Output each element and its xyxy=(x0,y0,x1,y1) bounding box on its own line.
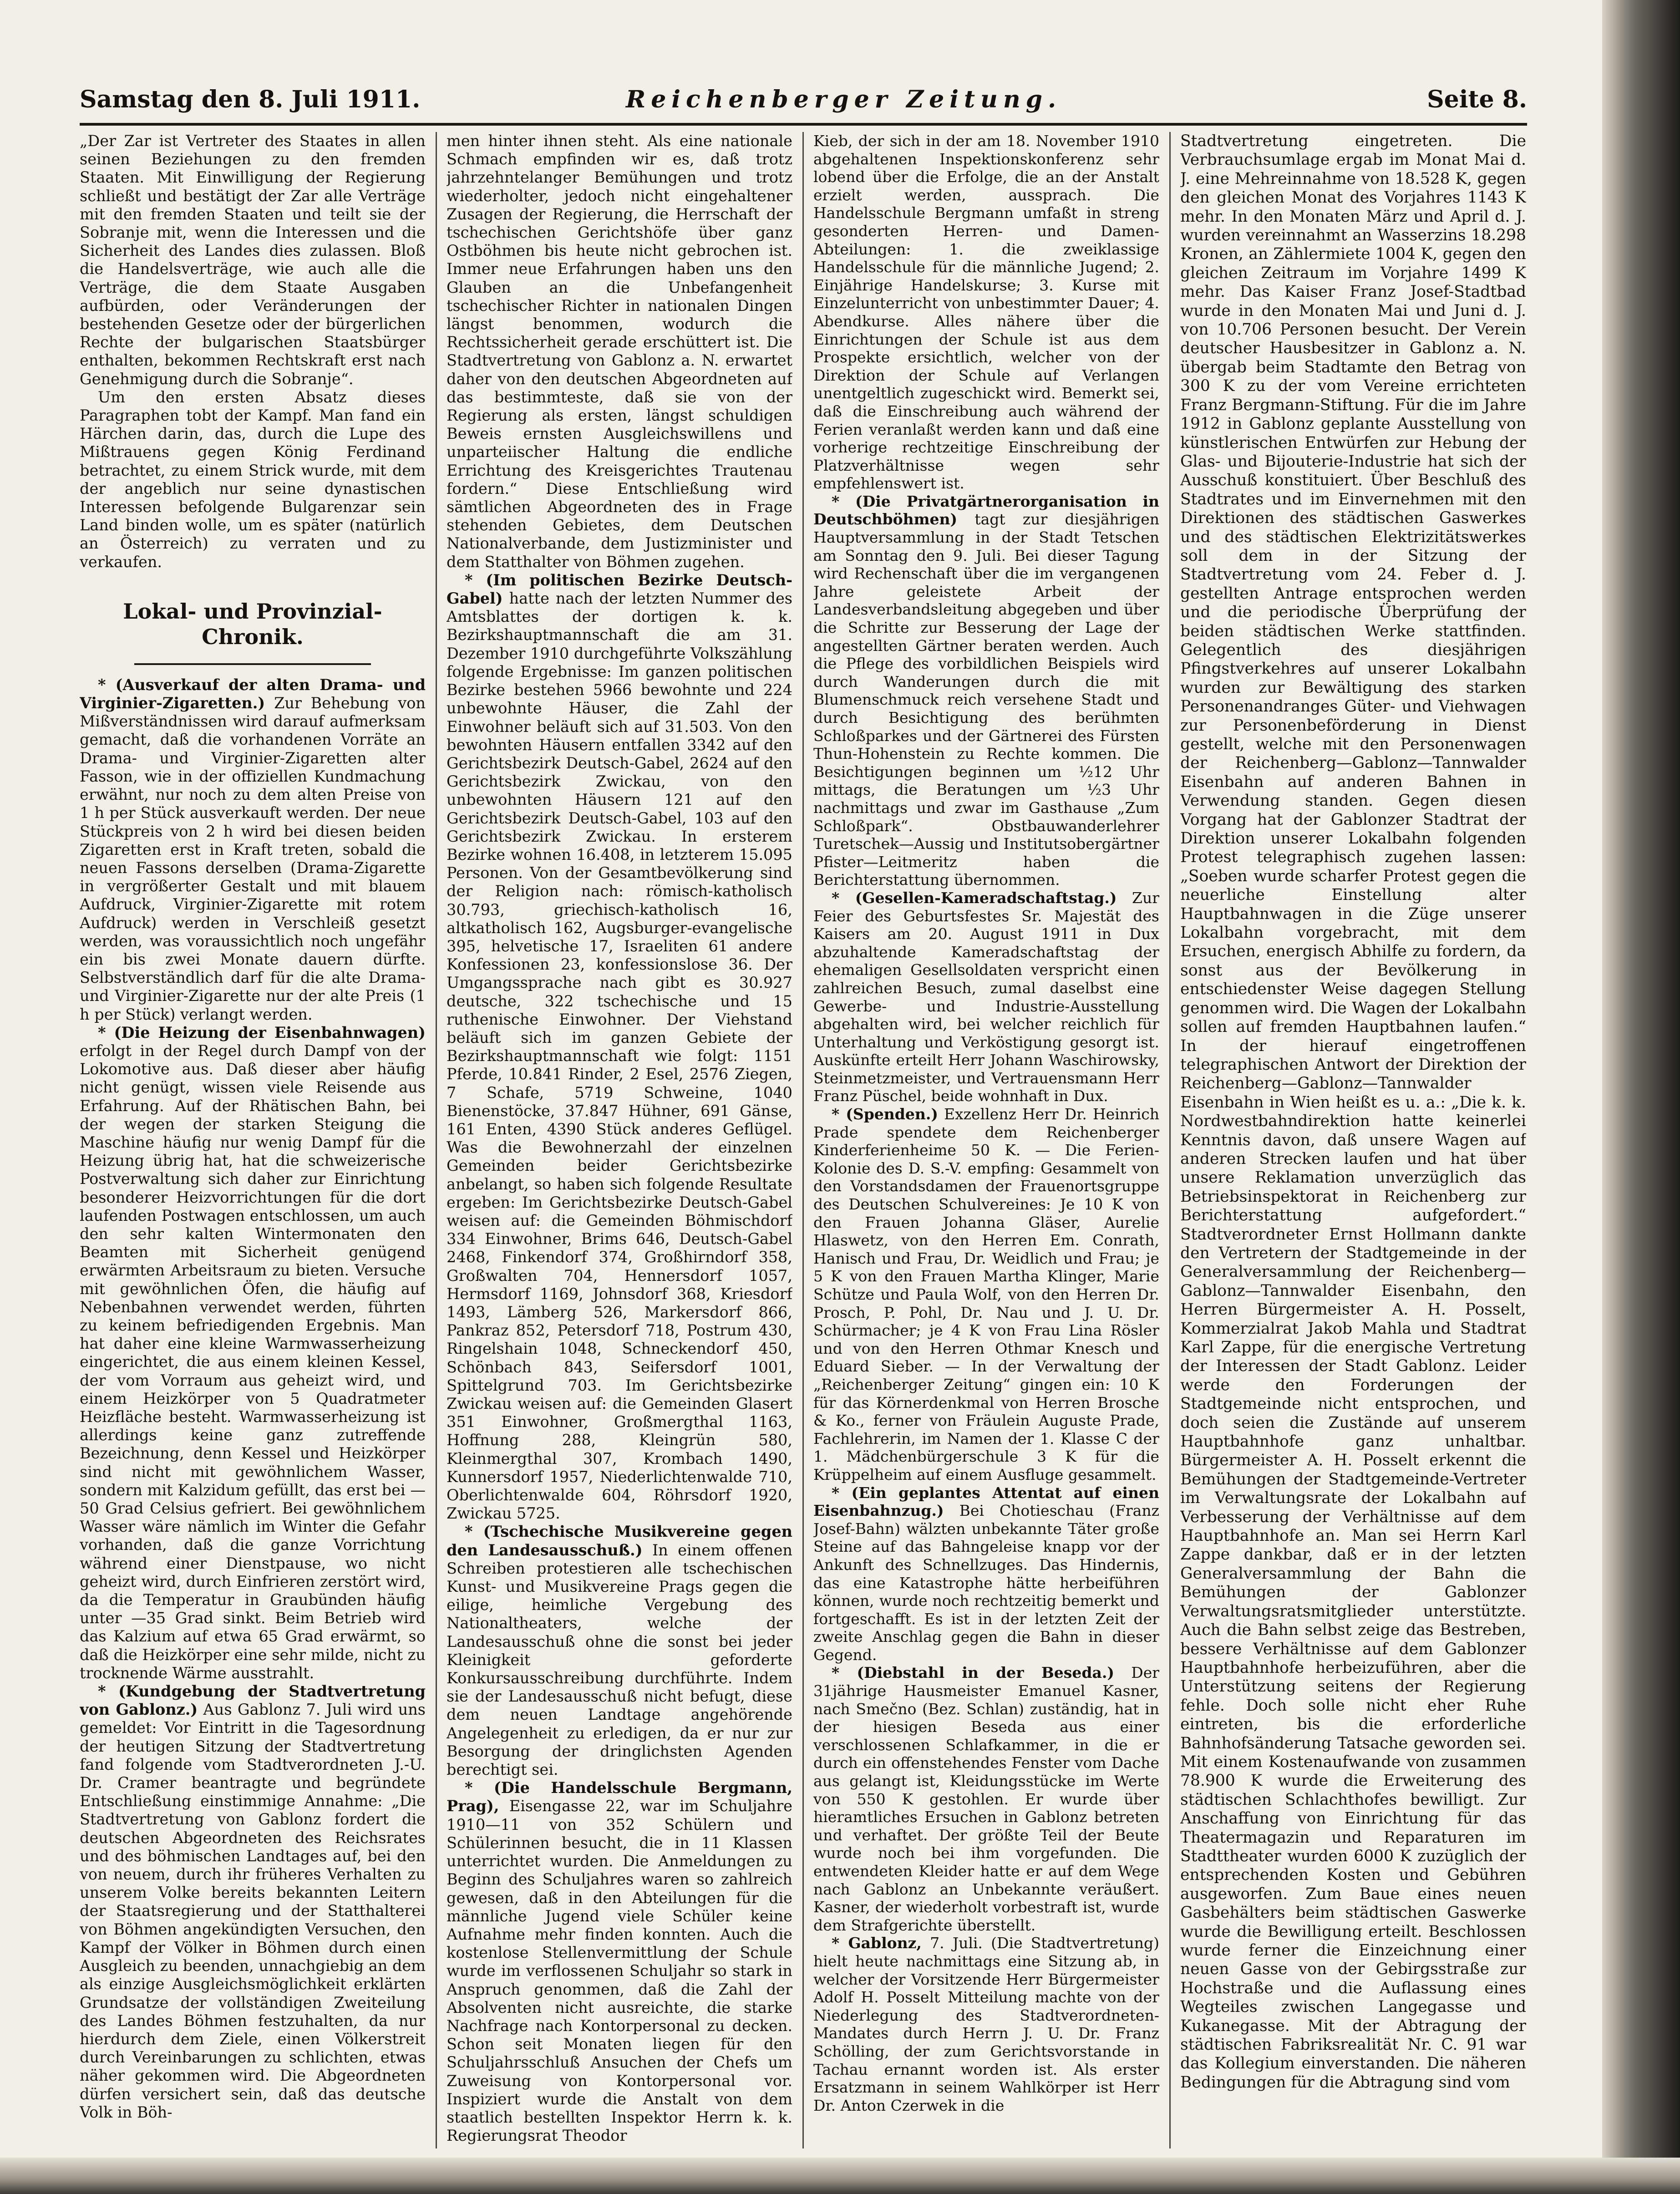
article-text: hatte nach der letzten Nummer des Amtsblattes der dortigen k. k. Bezirkshauptmannschaft die am 31. Dezember 1910 durchgeführte Volkszählung folgende Ergebnisse: Im ganzen politischen Bezirke bestehen 5966 bewohnte und 224 unbewohnte Häuser, die Zahl der Einwohner beläuft sich auf 31.503. Von den bewohnten Häusern entfallen 3342 auf den Gerichtsbezirk Deutsch-Gabel, 2624 auf den Gerichtsbezirk Zwickau, von den unbewohnten Häusern 121 auf den Gerichtsbezirk Deutsch-Gabel, 103 auf den Gerichtsbezirk Zwickau. In ersterem Bezirke wohnen 16.408, in letzterem 15.095 Personen. Von der Gesamtbevölkerung sind der Religion nach: römisch-katholisch 30.793, griechisch-katholisch 16, altkatholisch 162, Augsburger-evangelische 395, helvetische 17, Israeliten 61 andere Konfessionen 23, konfessionslose 36. Der Umgangssprache nach gibt es 30.927 deutsche, 322 tschechische und 15 ruthenische Einwohner. Der Viehstand beläuft sich im ganzen Gebiete der Bezirkshauptmannschaft wie folgt: 1151 Pferde, 10.841 Rinder, 2 Esel, 2576 Ziegen, 7 Schafe, 5719 Schweine, 1040 Bienenstöcke, 37.847 Hühner, 691 Gänse, 161 Enten, 4390 Stück anderes Geflügel. Was die Bewohnerzahl der einzelnen Gemeinden beider Gerichtsbezirke anbelangt, so haben sich folgende Resultate ergeben: Im Gerichtsbezirke Deutsch-Gabel weisen auf: die Gemeinden Böhmischdorf 334 Einwohner, Brims 646, Deutsch-Gabel 2468, Finkendorf 374, Großhirndorf 358, Großwalten 704, Hennersdorf 1057, Hermsdorf 1169, Johnsdorf 368, Kriesdorf 1493, Lämberg 526, Markersdorf 866, Pankraz 852, Petersdorf 718, Postrum 430, Ringelshain 1048, Schneckendorf 450, Schönbach 843, Seifersdorf 1001, Spittelgrund 703. Im Gerichtsbezirke Zwickau weisen auf: die Gemeinden Glasert 351 Einwohner, Großmergthal 1163, Hoffnung 288, Kleingrün 580, Kleinmergthal 307, Krombach 1490, Kunnersdorf 1957, Niederlichtenwalde 710, Oberlichtenwalde 604, Röhrsdorf 1920, Zwickau 5725. xyxy=(447,589,792,1523)
article-headline: * (Die Privatgärtnerorganisation in Deutschböhmen) xyxy=(813,492,1159,528)
article-text: Exzellenz Herr Dr. Heinrich Prade spendete dem Reichenberger Kinderferienheime 50 K. — Die Ferien-Kolonie des D. S.-V. empfing: Gesammelt von den Vorstandsdamen der Frauenortsgruppe des Deutschen Schulvereines: Je 10 K von den Frauen Johanna Gläser, Aurelie Hlaswetz, von den Herren Em. Conrath, Hanisch und Frau, Dr. Weidlich und Frau; je 5 K von den Frauen Martha Klinger, Marie Schütze und Paula Wolf, von den Herren Dr. Prosch, P. Pohl, Dr. Nau und J. U. Dr. Schürmacher; je 4 K von Frau Lina Rösler und von den Herren Othmar Knesch und Eduard Sieber. — In der Verwaltung der „Reichenberger Zeitung“ gingen ein: 10 K für das Körnerdenkmal von Herren Brosche & Ko., ferner von Fräulein Auguste Prade, Fachlehrerin, im Namen der 1. Klasse C der 1. Mädchenbürgerschule 3 K für die Krüppelheim auf einem Ausfluge gesammelt. xyxy=(813,1105,1159,1483)
column-2 xyxy=(447,132,792,2148)
newspaper-title: Reichenberger Zeitung. xyxy=(626,86,1062,113)
article-paragraph xyxy=(80,1024,426,1682)
article-text: Stadtvertretung eingetreten. Die Verbrauchsumlage ergab im Monat Mai d. J. eine Mehreinnahme von 18.528 K, gegen den gleichen Monat des Vorjahres 1143 K mehr. In den Monaten März und April d. J. wurden vereinnahmt an Wasserzins 18.298 Kronen, an Zählermiete 1004 K, gegen den gleichen Zeitraum im Vorjahre 1499 K mehr. Das Kaiser Franz Josef-Stadtbad wurde in den Monaten Mai und Juni d. J. von 10.706 Personen besucht. Der Verein deutscher Hausbesitzer in Gablonz a. N. übergab beim Stadtamte den Betrag von 300 K zu der vom Vereine errichteten Franz Bergmann-Stiftung. Für die im Jahre 1912 in Gablonz geplante Ausstellung von künstlerischen Entwürfen zur Hebung der Glas- und Bijouterie-Industrie hat sich der Ausschuß konstituiert. Über Beschluß des Stadtrates und im Einvernehmen mit den Direktionen des städtischen Gaswerkes und des städtischen Elektrizitätswerkes soll dem in der Sitzung der Stadtvertretung vom 24. Feber d. J. gestellten Antrage entsprochen werden und die periodische Überprüfung der beiden städtischen Werke stattfinden. Gelegentlich des diesjährigen Pfingstverkehres auf unserer Lokalbahn wurden zur Bewältigung des starken Personenandranges Güter- und Viehwagen zur Personenbeförderung in Dienst gestellt, welche mit den Personenwagen der Reichenberg—Gablonz—Tannwalder Eisenbahn auf anderen Bahnen in Verwendung standen. Gegen diesen Vorgang hat der Gablonzer Stadtrat der Direktion unserer Lokalbahn folgenden Protest telegraphisch zugehen lassen: „Soeben wurde scharfer Protest gegen die neuerliche Einstellung alter Hauptbahnwagen in die Züge unserer Lokalbahn vorgebracht, mit dem Ersuchen, energisch Abhilfe zu fordern, da sonst aus der Bevölkerung in entschiedenster Weise dagegen Stellung genommen wird. Die Wagen der Lokalbahn sollen auf fremden Hauptbahnen laufen.“ In der hierauf eingetroffenen telegraphischen Antwort der Direktion der Reichenberg—Gablonz—Tannwalder Eisenbahn in Wien heißt es u. a.: „Die k. k. Nordwestbahndirektion hatte keinerlei Kenntnis davon, daß unsere Wagen auf anderen Strecken laufen und hat über unsere Reklamation unverzüglich das Betriebsinspektorat in Reichenberg zur Berichterstattung aufgefordert.“ Stadtverordneter Ernst Hollmann dankte den Vertretern der Stadtgemeinde in der Generalversammlung der Reichenberg—Gablonz—Tannwalder Eisenbahn, den Herren Bürgermeister A. H. Posselt, Kommerzialrat Jakob Mahla und Stadtrat Karl Zappe, für die energische Vertretung der Interessen der Stadt Gablonz. Leider werde den Forderungen der Stadtgemeinde nicht entsprochen, und doch seien die Zustände auf unserem Hauptbahnhofe ganz unhaltbar. Bürgermeister A. H. Posselt erkennt die Bemühungen der Stadtgemeinde-Vertreter im Verwaltungsrate der Lokalbahn auf Verbesserung der Verhältnisse auf dem Hauptbahnhofe an. Man sei Herrn Karl Zappe dankbar, daß er in der letzten Generalversammlung der Bahn die Bemühungen der Gablonzer Verwaltungsratsmitglieder unterstützte. Auch die Bahn selbst zeige das Bestreben, bessere Verhältnisse auf dem Gablonzer Hauptbahnhofe herbeizuführen, aber die Unterstützung seitens der Regierung fehle. Doch solle nicht eher Ruhe eintreten, bis die erforderliche Bahnhofsänderung Tatsache geworden sei. Mit einem Kostenaufwande von zusammen 78.900 K wurde die Erweiterung des städtischen Schlachthofes bewilligt. Zur Anschaffung von Einrichtung für das Theatermagazin und Reparaturen im Stadttheater wurden 6000 K zuzüglich der entsprechenden Kosten und Gebühren ausgeworfen. Zum Baue eines neuen Gasbehälters beim städtischen Gaswerke wurde die Bewilligung erteilt. Beschlossen wurde ferner die Einzeichnung einer neuen Gasse von der Gebirgsstraße zur Hochstraße und die Auflassung eines Wegteiles zwischen Langegasse und Kukanegasse. Mit der Abtragung der städtischen Fabriksrealität Nr. C. 91 war das Kollegium einverstanden. Die näheren Bedingungen für die Abtragung sind vom xyxy=(1180,132,1526,2092)
article-paragraph xyxy=(813,493,1159,889)
article-paragraph xyxy=(447,132,792,571)
masthead xyxy=(80,82,1527,126)
article-paragraph xyxy=(813,889,1159,1105)
column-divider xyxy=(436,132,437,2148)
scan-edge-shadow xyxy=(0,2158,1680,2194)
article-text: Um den ersten Absatz dieses Paragraphen tobt der Kampf. Man fand ein Härchen darin, das, durch die Lupe des Mißtrauens gegen König Ferdinand betrachtet, zu einem Strick wurde, mit dem der angeblich nur seine dynastischen Interessen befolgende Bulgarenzar sein Land binden wolle, um es später (natürlich an Österreich) zu verraten und zu verkaufen. xyxy=(80,388,426,571)
article-text: Kieb, der sich in der am 18. November 1910 abgehaltenen Inspektionskonferenz sehr lobend über die Erfolge, die an der Anstalt erzielt werden, aussprach. Die Handelsschule Bergmann umfaßt in streng gesonderten Herren- und Damen-Abteilungen: 1. die zweiklassige Handelsschule für die männliche Jugend; 2. Einjährige Handelskurse; 3. Kurse mit Einzelunterricht von unbestimmter Dauer; 4. Abendkurse. Alles nähere über die Einrichtungen der Schule ist aus dem Prospekte ersichtlich, welcher von der Direktion der Schule auf Verlangen unentgeltlich zugeschickt wird. Bemerkt sei, daß die Einschreibung auch während der Ferien veranlaßt werden kann und daß eine vorherige rechtzeitige Einschreibung der Platzverhältnisse wegen sehr empfehlenswert ist. xyxy=(813,132,1159,493)
article-text: In einem offenen Schreiben protestieren alle tschechischen Kunst- und Musikvereine Prags gegen die eilige, heimliche Vergebung des Nationaltheaters, welche der Landesausschuß ohne die sonst bei jeder Kleinigkeit geforderte Konkursausschreibung durchführte. Indem sie der Landesausschuß nicht befugt, diese dem neuen Landtage angehörende Angelegenheit zu erledigen, da er nur zur Besorgung der dringlichsten Agenden berechtigt sei. xyxy=(447,1541,792,1779)
article-paragraph xyxy=(813,1934,1159,2114)
article-text: Der 31jährige Hausmeister Emanuel Kasner, nach Smečno (Bez. Schlan) zuständig, hat in der hiesigen Beseda aus einer verschlossenen Schlafkammer, in die er durch ein offenstehendes Fenster vom Dache aus gelangt ist, Kleidungsstücke im Werte von 550 K gestohlen. Er wurde über hieramtliches Ersuchen in Gablonz betreten und verhaftet. Der größte Teil der Beute wurde noch bei ihm vorgefunden. Die entwendeten Kleider hatte er auf dem Wege nach Gablonz an Unbekannte veräußert. Kasner, der wiederholt vorbestraft ist, wurde dem Strafgerichte überstellt. xyxy=(813,1664,1159,1934)
article-headline: * (Tschechische Musikvereine gegen den Landesausschuß.) xyxy=(447,1523,792,1559)
article-headline: * (Ausverkauf der alten Drama- und Virginier-Zigaretten.) xyxy=(80,675,426,712)
article-headline: * (Spenden.) xyxy=(832,1105,938,1123)
article-text: Eisengasse 22, war im Schuljahre 1910—11 von 352 Schülern und Schülerinnen besucht, die in 11 Klassen unterrichtet wurden. Die Anmeldungen zu Beginn des Schuljahres waren so zahlreich gewesen, daß in den Abteilungen für die männliche Jugend viele Schüler keine Aufnahme mehr finden konnten. Auch die kostenlose Stellenvermittlung der Schule wurde im verflossenen Schuljahr so stark in Anspruch genommen, daß die Zahl der Absolventen nicht ausreichte, die starke Nachfrage nach Kontorpersonal zu decken. Schon seit Monaten liegen für den Schuljahrsschluß Ansuchen der Chefs um Zuweisung von Kontorpersonal vor. Inspiziert wurde die Anstalt von dem staatlich bestellten Inspektor Herrn k. k. Regierungsrat Theodor xyxy=(447,1797,792,2145)
article-paragraph xyxy=(1180,132,1526,2092)
article-paragraph xyxy=(813,132,1159,493)
issue-date: Samstag den 8. Juli 1911. xyxy=(80,86,421,113)
article-headline: * (Die Handelsschule Bergmann, Prag), xyxy=(447,1779,792,1815)
column-divider xyxy=(1169,132,1171,2148)
article-text: men hinter ihnen steht. Als eine nationale Schmach empfinden wir es, daß trotz jahrzehntelanger Bemühungen und trotz wiederholter, jedoch nicht eingehaltener Zusagen der Regierung, die Herrschaft der tschechischen Gerichtshöfe über ganz Ostböhmen bis heute nicht gebrochen ist. Immer neue Erfahrungen haben uns den Glauben an die Unbefangenheit tschechischer Richter in nationalen Dingen längst benommen, wodurch die Rechtssicherheit gerade erschüttert ist. Die Stadtvertretung von Gablonz a. N. erwartet daher von den deutschen Abgeordneten auf das bestimmteste, daß sie von der Regierung als ersten, längst schuldigen Beweis ernsten Ausgleichswillens und unparteiischer Haltung die endliche Errichtung des Kreisgerichtes Trautenau fordern.“ Diese Entschließung wird sämtlichen Abgeordneten des in Frage stehenden Gebietes, dem Deutschen Nationalverbande, dem Justizminister und dem Statthalter von Böhmen zugehen. xyxy=(447,132,792,571)
article-headline: * (Die Heizung der Eisenbahnwagen) xyxy=(98,1023,426,1041)
article-paragraph xyxy=(813,1484,1159,1664)
section-rule xyxy=(134,663,371,665)
column-4 xyxy=(1180,132,1526,2148)
article-paragraph xyxy=(80,388,426,571)
article-paragraph xyxy=(447,571,792,1523)
article-text: Zur Feier des Geburtsfestes Sr. Majestät des Kaisers am 20. August 1911 in Dux abzuhaltende Kameradschaftstag der ehemaligen Gesellsoldaten verspricht einen zahlreichen Besuch, zumal daselbst eine Gewerbe- und Industrie-Ausstellung abgehalten wird, bei welcher reichlich für Unterhaltung und Verköstigung gesorgt ist. Auskünfte erteilt Herr Johann Waschirowsky, Steinmetzmeister, und Vertrauensmann Herr Franz Püschel, beide wohnhaft in Dux. xyxy=(813,889,1159,1105)
article-paragraph xyxy=(447,1779,792,2145)
article-headline: * (Kundgebung der Stadtvertretung von Gablonz.) xyxy=(80,1682,426,1719)
article-text: Bei Chotieschau (Franz Josef-Bahn) wälzten unbekannte Täter große Steine auf das Bahngeleise knapp vor der Ankunft des Schnellzuges. Das Hindernis, das eine Katastrophe hätte herbeiführen können, wurde noch rechtzeitig bemerkt und fortgeschafft. Es ist in der letzten Zeit der zweite Anschlag gegen die Bahn in dieser Gegend. xyxy=(813,1502,1159,1664)
article-headline: * (Ein geplantes Attentat auf einen Eisenbahnzug.) xyxy=(813,1483,1159,1520)
article-headline: * (Gesellen-Kameradschaftstag.) xyxy=(832,889,1117,907)
article-columns xyxy=(80,132,1527,2148)
article-headline: * (Im politischen Bezirke Deutsch-Gabel) xyxy=(447,571,792,608)
article-text: tagt zur diesjährigen Hauptversammlung in der Stadt Tetschen am Sonntag den 9. Juli. Bei dieser Tagung wird Rechenschaft über die im vergangenen Jahre geleistete Arbeit der Landesverbandsleitung abgegeben und über die Schritte zur Besserung der Lage der angestellten Gärtner beraten werden. Auch die Pflege des vorbildlichen Beispiels wird durch Wanderungen durch die mit Blumenschmuck reich versehene Stadt und durch Besichtigung des berühmten Schloßparkes und der Gärtnerei des Fürsten Thun-Hohenstein zu Rechte kommen. Die Besichtigungen beginnen um ½12 Uhr mittags, die Beratungen um ½3 Uhr nachmittags und zwar im Gasthause „Zum Schloßpark“. Obstbauwanderlehrer Turetschek—Aussig und Institutsobergärtner Pfister—Leitmeritz haben die Berichterstattung übernommen. xyxy=(813,510,1159,889)
article-headline: * (Diebstahl in der Beseda.) xyxy=(832,1664,1114,1682)
scan-edge-shadow xyxy=(1602,0,1680,2194)
column-divider xyxy=(802,132,804,2148)
article-text: 7. Juli. (Die Stadtvertretung) hielt heute nachmittags eine Sitzung ab, in welcher der Vorsitzende Herr Bürgermeister Adolf H. Posselt Mitteilung machte von der Niederlegung des Stadtverordneten-Mandates durch Herrn J. U. Dr. Franz Schölling, der zum Gerichtsvorstande in Tachau ernannt worden ist. Als erster Ersatzmann in seinem Wahlkörper ist Herr Dr. Anton Czerwek in die xyxy=(813,1934,1159,2114)
article-paragraph xyxy=(80,1682,426,2122)
page-number: Seite 8. xyxy=(1427,86,1527,113)
article-text: Aus Gablonz 7. Juli wird uns gemeldet: Vor Eintritt in die Tagesordnung der heutigen Sitzung der Stadtvertretung fand folgende vom Stadtverordneten J.-U. Dr. Cramer beantragte und begründete Entschließung einstimmige Annahme: „Die Stadtvertretung von Gablonz fordert die deutschen Abgeordneten des Reichsrates und des böhmischen Landtages auf, bei den von neuem, durch ihr früheres Verhalten zu unserem Volke bereits bekannten Leitern der Staatsregierung und der Statthalterei von Böhmen angekündigten Versuchen, den Kampf der Völker in Böhmen durch einen Ausgleich zu beenden, unnachgiebig an dem als einzige Ausgleichsmöglichkeit erklärten Grundsatze der vollständigen Zweiteilung des Landes Böhmen festzuhalten, da nur hierdurch dem Ziele, einen Völkerstreit durch Vereinbarungen zu schlichten, etwas näher gekommen wird. Die Abgeordneten dürfen versichert sein, daß das deutsche Volk in Böh- xyxy=(80,1701,426,2121)
article-paragraph xyxy=(813,1105,1159,1483)
column-3 xyxy=(813,132,1159,2148)
article-headline: * Gablonz, xyxy=(832,1934,922,1952)
column-1 xyxy=(80,132,426,2148)
article-text: Zur Behebung von Mißverständnissen wird darauf aufmerksam gemacht, daß die vorhandenen Vorräte an Drama- und Virginier-Zigaretten alter Fasson, wie in der offiziellen Kundmachung erwähnt, nur noch zu dem alten Preise von 1 h per Stück ausverkauft werden. Der neue Stückpreis von 2 h wird bei diesen beiden Zigaretten erst in Kraft treten, sobald die neuen Fassons derselben (Drama-Zigarette in vergrößerter Gestalt und mit blauem Aufdruck, Virginier-Zigarette mit rotem Aufdruck) werden in Verschleiß gesetzt werden, was voraussichtlich noch ungefähr ein bis zwei Monate dauern dürfte. Selbstverständlich darf für die alte Drama- und Virginier-Zigarette nur der alte Preis (1 h per Stück) verlangt werden. xyxy=(80,694,426,1023)
article-text: erfolgt in der Regel durch Dampf von der Lokomotive aus. Daß dieser aber häufig nicht genügt, wissen viele Reisende aus Erfahrung. Auf der Rhätischen Bahn, bei der wegen der starken Steigung die Maschine häufig nur wenig Dampf für die Heizung übrig hat, hat die schweizerische Postverwaltung sich daher zur Einrichtung besonderer Heizvorrichtungen für die dort laufenden Postwagen entschlossen, um auch den sehr kalten Wintermonaten den Beamten mit Sicherheit genügend erwärmten Arbeitsraum zu bieten. Versuche mit gewöhnlichen Öfen, die häufig auf Nebenbahnen verwendet werden, führten zu keinem befriedigenden Ergebnis. Man hat daher eine kleine Warmwasserheizung eingerichtet, die aus einem kleinen Kessel, der vom Vorraum aus geheizt wird, und einem Heizkörper von 5 Quadratmeter Heizfläche besteht. Warmwasserheizung ist allerdings keine ganz zutreffende Bezeichnung, denn Kessel und Heizkörper sind nicht mit gewöhnlichem Wasser, sondern mit Kalzidum gefüllt, das erst bei —50 Grad Celsius gefriert. Bei gewöhnlichem Wasser wäre nämlich im Winter die Gefahr vorhanden, daß die ganze Vorrichtung während einer Dienstpause, wo nicht geheizt wird, durch Einfrieren zerstört wird, da die Temperatur in Graubünden häufig unter —35 Grad sinkt. Beim Betrieb wird das Kalzium auf etwa 65 Grad erwärmt, so daß die Heizkörper eine sehr milde, nicht zu trocknende Wärme ausstrahlt. xyxy=(80,1041,426,1682)
article-paragraph xyxy=(813,1664,1159,1934)
section-heading: Lokal- und Provinzial-Chronik. xyxy=(123,599,382,649)
article-paragraph xyxy=(80,676,426,1024)
article-text: „Der Zar ist Vertreter des Staates in allen seinen Beziehungen zu den fremden Staaten. Mit Einwilligung der Regierung schließt und bestätigt der Zar alle Verträge mit den fremden Staaten und teilt sie der Sobranje mit, wenn die Interessen und die Sicherheit des Landes dies zulassen. Bloß die Handelsverträge, wie auch alle die Verträge, die dem Staate Ausgaben aufbürden, oder Veränderungen der bestehenden Gesetze oder der bürgerlichen Rechte der bulgarischen Staatsbürger enthalten, bekommen Rechtskraft erst nach Genehmigung durch die Sobranje“. xyxy=(80,132,426,388)
article-paragraph xyxy=(447,1523,792,1779)
article-paragraph xyxy=(80,132,426,388)
